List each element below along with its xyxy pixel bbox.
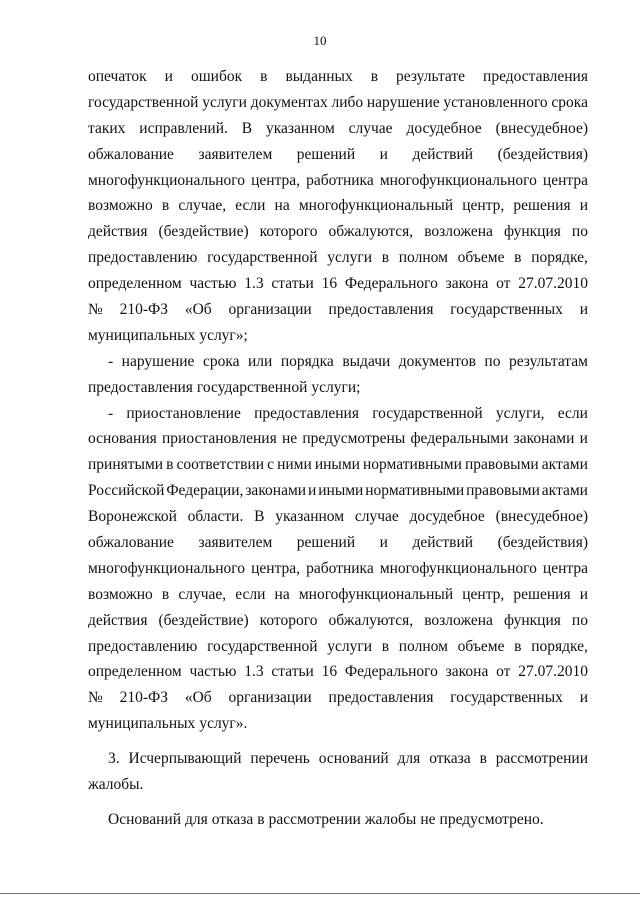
text-line [88, 426, 588, 452]
word: Воронежской [88, 508, 177, 526]
word: и [579, 430, 588, 448]
word: и [579, 197, 588, 215]
word: закона [445, 275, 489, 293]
word: принятыми [88, 456, 164, 474]
word: услуги [202, 93, 247, 111]
word: возможно [88, 585, 153, 603]
word: жалобы. [88, 776, 144, 794]
word: иными [318, 482, 364, 500]
word: - [108, 352, 114, 370]
word: центр, [462, 585, 505, 603]
paragraph-spacing [88, 798, 588, 807]
word: функция [503, 223, 561, 241]
word: предоставления [328, 301, 434, 319]
word: жалобы [364, 810, 417, 828]
word: действий [412, 145, 474, 163]
word: таких [88, 119, 126, 137]
word: указанном [275, 508, 345, 526]
text-line [88, 297, 588, 323]
word: функция [503, 611, 561, 629]
word: если [557, 404, 588, 422]
word: государственных [450, 689, 563, 707]
word: (бездействия) [497, 145, 588, 163]
word: центра, [251, 559, 301, 577]
word: выдачи [342, 352, 391, 370]
word: в [257, 810, 265, 828]
word: и [579, 301, 588, 319]
word: решений [296, 145, 356, 163]
word: 16 [321, 663, 338, 681]
word: центра [542, 171, 588, 189]
word: 1.3 [244, 663, 264, 681]
word: многофункциональный [298, 585, 454, 603]
paragraph [88, 401, 588, 738]
word: многофункционального [379, 559, 537, 577]
word: обжалуются, [328, 611, 414, 629]
word: предоставления [483, 68, 588, 85]
word: в [381, 249, 390, 267]
word: не [420, 810, 436, 828]
text-line [88, 608, 588, 634]
word: закона [445, 663, 489, 681]
paragraph-spacing [88, 737, 588, 746]
word: муниципальных [88, 326, 196, 344]
word: 16 [321, 275, 338, 293]
word: в [381, 637, 390, 655]
word: услуги, [495, 404, 545, 422]
word: государственной [196, 378, 308, 396]
text-line [88, 168, 588, 194]
word: с [267, 456, 275, 474]
word: центра [542, 559, 588, 577]
word: ошибок [190, 68, 243, 85]
word: выданных [285, 68, 353, 85]
word: нарушение [366, 93, 440, 111]
word: по [571, 611, 588, 629]
word: рассмотрении [268, 810, 361, 828]
word: исправлений. [139, 119, 228, 137]
text-line [88, 219, 588, 245]
word: на [274, 197, 290, 215]
text-line [88, 90, 588, 116]
text-line [88, 193, 588, 219]
text-line [88, 452, 588, 478]
word: в [260, 68, 268, 85]
word: многофункциональный [298, 197, 454, 215]
word: не [281, 430, 298, 448]
word: предусмотрено. [439, 810, 544, 828]
word: иными [314, 456, 360, 474]
word: частью [189, 663, 237, 681]
word: Оснований [108, 810, 181, 828]
word: работника [306, 559, 374, 577]
word: (внесудебное) [495, 508, 588, 526]
text-line [88, 530, 588, 556]
word: услуг». [199, 715, 248, 733]
word: (внесудебное) [495, 119, 588, 137]
text-line [88, 582, 588, 608]
word: государственной [207, 249, 318, 267]
word: правовыми [464, 456, 539, 474]
word: полном [398, 249, 448, 267]
word: предоставлению [88, 249, 198, 267]
word: государственной [88, 93, 199, 111]
word: (бездействия) [497, 534, 588, 552]
word: центра, [251, 171, 301, 189]
word: в [479, 750, 487, 768]
word: действия [88, 223, 148, 241]
word: услуги; [311, 378, 361, 396]
document-body [88, 64, 588, 833]
word: предоставления [88, 378, 193, 396]
word: и [308, 482, 317, 500]
text-line [88, 323, 588, 349]
word: государственных [450, 301, 563, 319]
text-line [88, 271, 588, 297]
word: обжалование [88, 534, 174, 552]
text-line [88, 245, 588, 271]
word: и [379, 534, 388, 552]
word: в [514, 249, 522, 267]
text-line [88, 807, 588, 833]
word: определенном [88, 663, 182, 681]
word: случае, [178, 197, 227, 215]
word: нормативными [362, 456, 462, 474]
word: многофункционального [379, 171, 537, 189]
paragraph [88, 746, 588, 798]
word: результатам [508, 352, 588, 370]
word: возложена [424, 223, 493, 241]
text-line [88, 375, 588, 401]
word: услуг»; [199, 326, 248, 344]
word: В [254, 508, 265, 526]
word: рассмотрении [495, 750, 588, 768]
word: срока [551, 93, 588, 111]
word: 3. [108, 750, 120, 768]
word: и [379, 145, 388, 163]
paragraph [88, 349, 588, 401]
word: Федерального [344, 663, 438, 681]
word: федеральными [410, 430, 509, 448]
word: документах [250, 93, 328, 111]
word: решений [296, 534, 356, 552]
word: и [579, 585, 588, 603]
word: - [108, 404, 114, 422]
word: приостановление [126, 404, 241, 422]
word: правовыми [466, 482, 540, 500]
page-bottom-edge [0, 893, 640, 894]
word: определенном [88, 275, 182, 293]
word: для [397, 750, 421, 768]
word: в [161, 197, 170, 215]
word: либо [331, 93, 364, 111]
word: № [88, 301, 103, 319]
word: в [161, 585, 170, 603]
word: действия [88, 611, 148, 629]
word: приостановления [162, 430, 277, 448]
word: частью [189, 275, 237, 293]
word: заявителем [198, 145, 273, 163]
word: государственной [372, 404, 483, 422]
word: порядке, [531, 249, 588, 267]
word: обжалование [88, 145, 174, 163]
word: статьи [271, 275, 314, 293]
word: объеме [457, 249, 505, 267]
word: полном [398, 637, 448, 655]
word: ними [277, 456, 312, 474]
text-line [88, 116, 588, 142]
word: решения [513, 585, 571, 603]
word: законами [245, 482, 307, 500]
word: и [579, 689, 588, 707]
text-line [88, 504, 588, 530]
word: Федерации, [166, 482, 244, 500]
word: по [484, 352, 501, 370]
word: от [496, 663, 511, 681]
word: работника [306, 171, 374, 189]
word: 1.3 [244, 275, 264, 293]
word: (бездействие) [158, 611, 249, 629]
word: услуги [327, 249, 373, 267]
word: актами [541, 482, 588, 500]
word: и [164, 68, 173, 85]
word: обжалуются, [328, 223, 414, 241]
word: предоставления [328, 689, 434, 707]
word: возложена [424, 611, 493, 629]
word: которого [259, 223, 318, 241]
word: 210-ФЗ [119, 689, 169, 707]
word: отказа [429, 750, 471, 768]
word: которого [259, 611, 318, 629]
text-line [88, 746, 588, 772]
word: 27.07.2010 [518, 275, 588, 293]
text-line [88, 659, 588, 685]
word: документов [398, 352, 476, 370]
word: отказа [211, 810, 254, 828]
word: случае, [178, 585, 227, 603]
word: законами [513, 430, 575, 448]
word: 27.07.2010 [518, 663, 588, 681]
text-line [88, 556, 588, 582]
text-line [88, 772, 588, 798]
word: муниципальных [88, 715, 196, 733]
word: Федерального [344, 275, 438, 293]
word: услуги [327, 637, 373, 655]
word: предоставлению [88, 637, 198, 655]
word: установленного [443, 93, 548, 111]
word: досудебное [409, 508, 485, 526]
word: на [274, 585, 290, 603]
word: объеме [457, 637, 505, 655]
word: действий [412, 534, 474, 552]
word: организации [228, 301, 312, 319]
text-line [88, 401, 588, 427]
word: результате [396, 68, 466, 85]
word: № [88, 689, 103, 707]
word: центр, [462, 197, 505, 215]
word: для [185, 810, 208, 828]
word: «Об [184, 301, 212, 319]
word: перечень [250, 750, 310, 768]
word: «Об [184, 689, 212, 707]
word: многофункционального [88, 559, 246, 577]
word: (бездействие) [158, 223, 249, 241]
word: в [514, 637, 522, 655]
word: если [235, 585, 266, 603]
word: или [248, 352, 273, 370]
word: срока [202, 352, 240, 370]
word: по [571, 223, 588, 241]
word: актами [541, 456, 588, 474]
word: предусмотрены [302, 430, 406, 448]
word: опечаток [88, 68, 147, 85]
word: порядка [280, 352, 334, 370]
word: указанном [265, 119, 335, 137]
word: области. [187, 508, 244, 526]
word: случае [348, 119, 393, 137]
word: основания [88, 430, 157, 448]
word: 210-ФЗ [119, 301, 169, 319]
word: соответствии [176, 456, 265, 474]
paragraph [88, 64, 588, 349]
word: от [496, 275, 511, 293]
paragraph [88, 807, 588, 833]
text-line [88, 349, 588, 375]
text-line [88, 634, 588, 660]
word: статьи [271, 663, 314, 681]
word: В [241, 119, 253, 137]
word: решения [513, 197, 571, 215]
word: предоставления [254, 404, 359, 422]
word: заявителем [198, 534, 273, 552]
text-line [88, 711, 588, 737]
word: в [370, 68, 379, 85]
text-line [88, 478, 588, 504]
word: нарушение [121, 352, 195, 370]
word: нормативными [365, 482, 465, 500]
text-line [88, 685, 588, 711]
word: порядке, [531, 637, 588, 655]
word: в [166, 456, 174, 474]
word: возможно [88, 197, 153, 215]
word: государственной [207, 637, 318, 655]
word: Российской [88, 482, 165, 500]
word: досудебное [406, 119, 482, 137]
page-number: 10 [313, 33, 327, 48]
text-line [88, 142, 588, 168]
word: Исчерпывающий [128, 750, 242, 768]
text-line [88, 64, 588, 90]
word: если [235, 197, 266, 215]
word: многофункционального [88, 171, 246, 189]
word: оснований [318, 750, 389, 768]
word: организации [228, 689, 312, 707]
word: случае [354, 508, 399, 526]
